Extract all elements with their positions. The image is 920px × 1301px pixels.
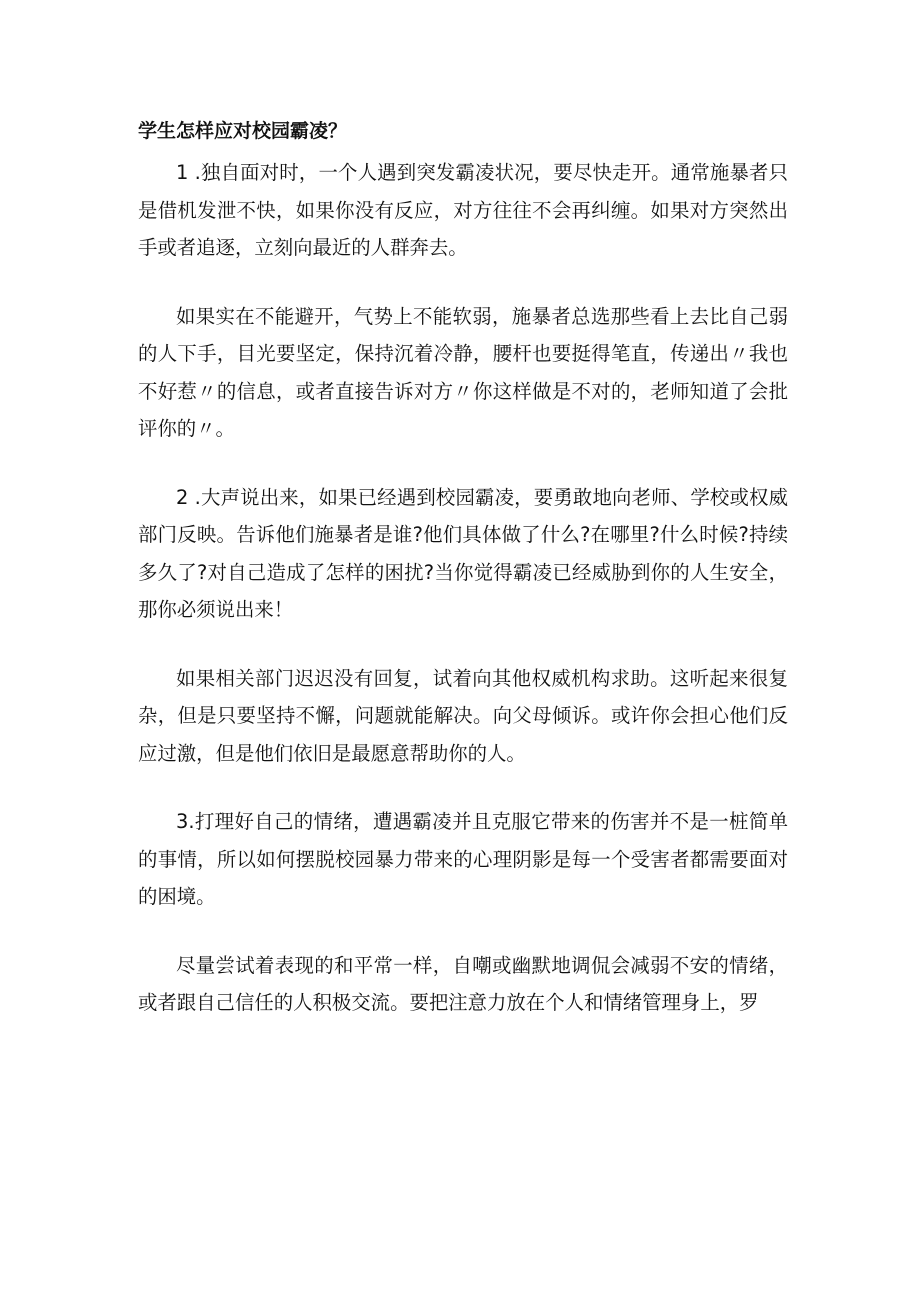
paragraph-3: 2 .大声说出来，如果已经遇到校园霸凌，要勇敢地向老师、学校或权威部门反映。告诉他们施暴者是谁?他们具体做了什么?在哪里?什么时候?持续多久了?对自己造成了怎样的困扰?当你觉得霸凌已经威胁到你的人生安全，那你必须说出来！ <box>138 485 788 621</box>
document-title: 学生怎样应对校园霸凌？ <box>138 120 348 142</box>
document-page <box>138 108 788 1022</box>
paragraph-4: 如果相关部门迟迟没有回复，试着向其他权威机构求助。这听起来很复杂，但是只要坚持不懈，问题就能解决。向父母倾诉。或许你会担心他们反应过激，但是他们依旧是最愿意帮助你的人。 <box>138 666 788 765</box>
paragraph-6: 尽量尝试着表现的和平常一样，自嘲或幽默地调侃会减弱不安的情绪，或者跟自己信任的人积极交流。要把注意力放在个人和情绪管理身上，罗 <box>138 953 788 1014</box>
paragraph-2: 如果实在不能避开，气势上不能软弱，施暴者总选那些看上去比自己弱的人下手，目光要坚定，保持沉着冷静，腰杆也要挺得笔直，传递出〃我也不好惹〃的信息，或者直接告诉对方〃你这样做是不对的，老师知道了会批评你的〃。 <box>138 304 788 440</box>
paragraph-5: 3.打理好自己的情绪，遭遇霸凌并且克服它带来的伤害并不是一桩简单的事情，所以如何摆脱校园暴力带来的心理阴影是每一个受害者都需要面对的困境。 <box>138 810 788 908</box>
paragraph-1: 1 .独自面对时，一个人遇到突发霸凌状况，要尽快走开。通常施暴者只是借机发泄不快，如果你没有反应，对方往往不会再纠缠。如果对方突然出手或者追逐，立刻向最近的人群奔去。 <box>138 161 788 259</box>
